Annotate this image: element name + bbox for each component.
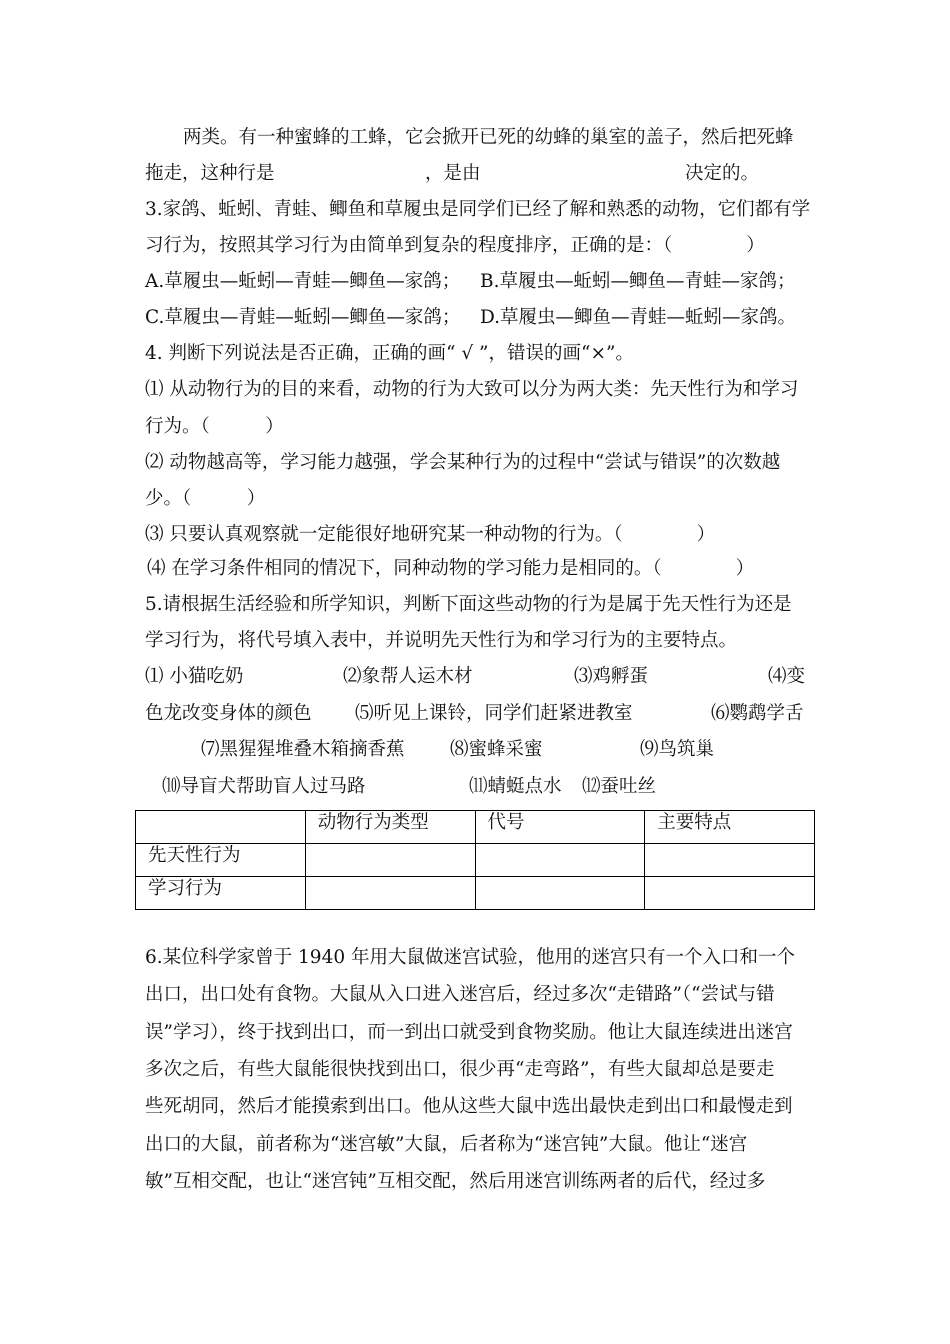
q4-item2-line1: ⑵ 动物越高等，学习能力越强，学会某种行为的过程中“尝试与错误”的次数越 xyxy=(145,452,781,473)
q3-option-b: B.草履虫—蚯蚓—鲫鱼—青蛙—家鸽； xyxy=(480,271,796,292)
q5-item4-start: ⑷变 xyxy=(768,666,806,687)
q3-option-a: A.草履虫—蚯蚓—青蛙—鲫鱼—家鸽； xyxy=(145,271,461,292)
q6-line7: 敏”互相交配，也让“迷宫钝”互相交配，然后用迷宫训练两者的后代，经过多 xyxy=(145,1171,766,1192)
q5-stem-line2: 学习行为，将代号填入表中，并说明先天性行为和学习行为的主要特点。 xyxy=(145,630,738,651)
q3-stem-line1: 3.家鸽、蚯蚓、青蛙、鲫鱼和草履虫是同学们已经了解和熟悉的动物，它们都有学 xyxy=(145,199,811,220)
q5-stem-line1: 5.请根据生活经验和所学知识，判断下面这些动物的行为是属于先天性行为还是 xyxy=(145,594,792,615)
q3-stem-line2: 习行为，按照其学习行为由简单到复杂的程度排序，正确的是：（ ） xyxy=(145,235,765,256)
q5-item2: ⑵象帮人运木材 xyxy=(343,666,473,687)
q6-line4: 多次之后，有些大鼠能很快找到出口，很少再“走弯路”，有些大鼠却总是要走 xyxy=(145,1059,775,1080)
q2-line2-c: 决定的。 xyxy=(685,163,760,184)
table-header-cell: 主要特点 xyxy=(645,811,815,844)
q2-line2-a: 拖走，这种行是 xyxy=(145,163,275,184)
q5-item12: ⑿蚕吐丝 xyxy=(582,776,657,797)
q4-stem: 4. 判断下列说法是否正确，正确的画“ √ ”，错误的画“×”。 xyxy=(145,343,634,364)
q6-line6: 出口的大鼠，前者称为“迷宫敏”大鼠，后者称为“迷宫钝”大鼠。他让“迷宫 xyxy=(145,1134,748,1155)
q6-line2: 出口，出口处有食物。大鼠从入口进入迷宫后，经过多次“走错路”（“尝试与错 xyxy=(145,984,775,1005)
table-cell xyxy=(475,877,645,910)
q5-item10: ⑽导盲犬帮助盲人过马路 xyxy=(162,776,366,797)
q4-item3: ⑶ 只要认真观察就一定能很好地研究某一种动物的行为。（ ） xyxy=(145,524,716,545)
table-header-cell xyxy=(136,811,306,844)
table-cell xyxy=(305,844,475,877)
q6-line3: 误”学习），终于找到出口，而一到出口就受到食物奖励。他让大鼠连续进出迷宫 xyxy=(145,1022,793,1043)
q4-item4: ⑷ 在学习条件相同的情况下，同种动物的学习能力是相同的。（ ） xyxy=(147,558,755,579)
q5-item3: ⑶鸡孵蛋 xyxy=(574,666,649,687)
q5-item9: ⑼鸟筑巢 xyxy=(640,739,715,760)
table-header-cell: 代号 xyxy=(475,811,645,844)
table-row-label: 学习行为 xyxy=(136,877,306,910)
q4-item1-line2: 行为。（ ） xyxy=(145,416,284,437)
q6-line1: 6.某位科学家曾于 1940 年用大鼠做迷宫试验，他用的迷宫只有一个入口和一个 xyxy=(145,947,795,968)
table-cell xyxy=(645,844,815,877)
q5-item1: ⑴ 小猫吃奶 xyxy=(145,666,244,687)
behavior-table xyxy=(135,810,815,910)
table-row xyxy=(136,877,815,910)
table-row xyxy=(136,844,815,877)
q2-line2-b: ，是由 xyxy=(425,163,481,184)
q4-item1-line1: ⑴ 从动物行为的目的来看，动物的行为大致可以分为两大类：先天性行为和学习 xyxy=(145,379,799,400)
q6-line5: 些死胡同，然后才能摸索到出口。他从这些大鼠中选出最快走到出口和最慢走到 xyxy=(145,1096,793,1117)
table-cell xyxy=(475,844,645,877)
q2-line2 xyxy=(145,162,825,186)
q5-item7: ⑺黑猩猩堆叠木箱摘香蕉 xyxy=(201,739,405,760)
table-header-cell: 动物行为类型 xyxy=(305,811,475,844)
table-row-label: 先天性行为 xyxy=(136,844,306,877)
q2-line1: 两类。有一种蜜蜂的工蜂，它会掀开已死的幼蜂的巢室的盖子，然后把死蜂 xyxy=(183,127,794,148)
q5-item5: ⑸听见上课铃，同学们赶紧进教室 xyxy=(355,703,633,724)
q5-item11: ⑾蜻蜓点水 xyxy=(469,776,562,797)
q4-item2-line2: 少。（ ） xyxy=(145,488,266,509)
q5-item8: ⑻蜜蜂采蜜 xyxy=(450,739,543,760)
table-cell xyxy=(305,877,475,910)
q3-option-d: D.草履虫—鲫鱼—青蛙—蚯蚓—家鸽。 xyxy=(480,307,797,328)
q5-item6: ⑹鹦鹉学舌 xyxy=(711,703,804,724)
q5-item4-end: 色龙改变身体的颜色 xyxy=(145,703,312,724)
table-header-row xyxy=(136,811,815,844)
table-cell xyxy=(645,877,815,910)
q3-option-c: C.草履虫—青蛙—蚯蚓—鲫鱼—家鸽； xyxy=(145,307,461,328)
